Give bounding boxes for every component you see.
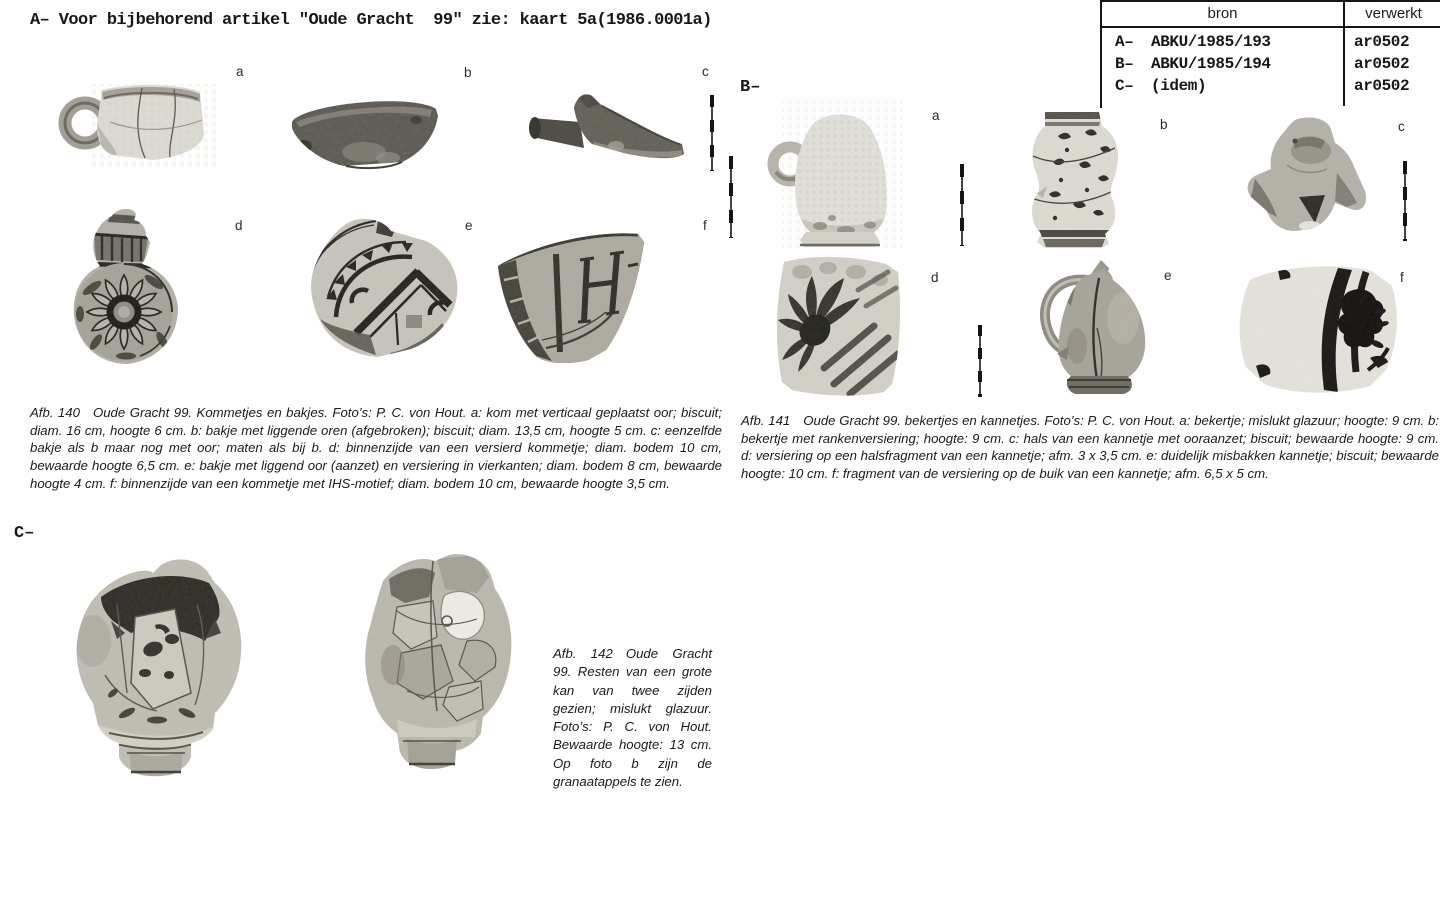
caption-afb140 [30,404,722,493]
row-verwerkt: ar0502 [1354,33,1410,51]
row-bron: ABKU/1985/193 [1151,33,1271,51]
caption-figure-number: Afb. 140 [30,405,80,420]
group-marker-b: B– [740,78,761,97]
scale-bar-icon [726,156,736,238]
photo-afb140-b [286,94,444,178]
caption-figure-number: Afb. 141 [741,413,791,428]
row-bron: (idem) [1151,77,1207,95]
photo-afb141-e [1011,258,1161,400]
photo-label: d [931,270,939,285]
photo-afb140-c [524,86,692,174]
caption-afb142 [553,645,712,791]
photo-afb140-a [58,80,216,170]
photo-afb140-d [60,206,184,368]
row-verwerkt: ar0502 [1354,55,1410,73]
caption-afb141 [741,412,1439,483]
photo-afb142-a [55,543,255,783]
photo-label: a [932,108,940,123]
photo-afb141-f [1220,260,1402,398]
photo-label: c [1398,119,1405,134]
photo-label: b [464,65,472,80]
column-header-bron: bron [1207,5,1238,22]
photo-afb141-c [1237,113,1377,241]
row-key: C– [1115,77,1134,95]
photo-afb142-b [337,541,523,777]
photo-afb141-b [1003,106,1139,250]
table-row [1115,33,1271,51]
photo-label: e [1164,268,1172,283]
photo-label: a [236,64,244,79]
source-table [1100,0,1440,108]
caption-figure-number: Afb. 142 [553,646,613,661]
scale-bar-icon [1400,161,1410,241]
photo-label: f [1400,270,1404,285]
scale-bar-icon [957,164,967,246]
photo-afb141-a [762,98,916,250]
table-row [1115,77,1206,95]
column-header-verwerkt: verwerkt [1365,5,1422,22]
table-header-divider [1102,26,1440,28]
scale-bar-icon [975,325,985,397]
caption-text: Oude Gracht 99. Kommetjes en bakjes. Foto’s: P. C. von Hout. a: kom met verticaal geplaatst oor; biscuit; diam. 16 cm, hoogte 6 cm. b: bakje met liggende oren (afgebroken); biscuit; diam. 13,5 cm, hoogte 5 cm. c: eenzelfde bakje als b maar nog met oor; maten als bij b. d: binnenzijde van een versierd kommetje; diam. bodem 10 cm, bewaarde hoogte 6,5 cm. e: bakje met liggend oor (aanzet) en versiering in vierkanten; diam. bodem 8 cm, bewaarde hoogte 4 cm. f: binnenzijde van een kommetje met IHS-motief; diam. bodem 10 cm, bewaarde hoogte 3,5 cm. [30,405,722,491]
photo-label: d [235,218,243,233]
row-key: A– [1115,33,1134,51]
photo-label: c [702,64,709,79]
photo-afb140-f [488,222,650,366]
photo-label: e [465,218,473,233]
photo-label: f [703,218,707,233]
photo-afb141-d [762,252,906,400]
row-bron: ABKU/1985/194 [1151,55,1271,73]
scale-bar-icon [707,95,717,171]
table-row [1115,55,1271,73]
caption-text: Oude Gracht 99. bekertjes en kannetjes. Foto’s: P. C. von Hout. a: bekertje; mislukt glazuur; hoogte: 9 cm. b: bekertje met rankenversiering; hoogte: 9 cm. c: hals van een kannetje met ooraanzet; biscuit; bewaarde hoogte: 9 cm. d: versiering op een halsfragment van een kannetje; afm. 3 x 3,5 cm. e: duidelijk misbakken kannetje; biscuit; bewaarde hoogte: 10 cm. f: fragment van de versiering op de buik van een kannetje; afm. 6,5 x 5 cm. [741,413,1440,482]
header-note: A– Voor bijbehorend artikel "Oude Gracht 99" zie: kaart 5a(1986.0001a) [30,11,712,30]
row-key: B– [1115,55,1134,73]
photo-afb140-e [290,215,468,360]
group-marker-c: C– [14,524,35,543]
caption-text: Oude Gracht 99. Resten van een grote kan van twee zijden gezien; mislukt glazuur. Foto’s: P. C. von Hout. Bewaarde hoogte: 13 cm. Op foto b zijn de granaatappels te zien. [553,646,712,790]
row-verwerkt: ar0502 [1354,77,1410,95]
photo-label: b [1160,117,1168,132]
